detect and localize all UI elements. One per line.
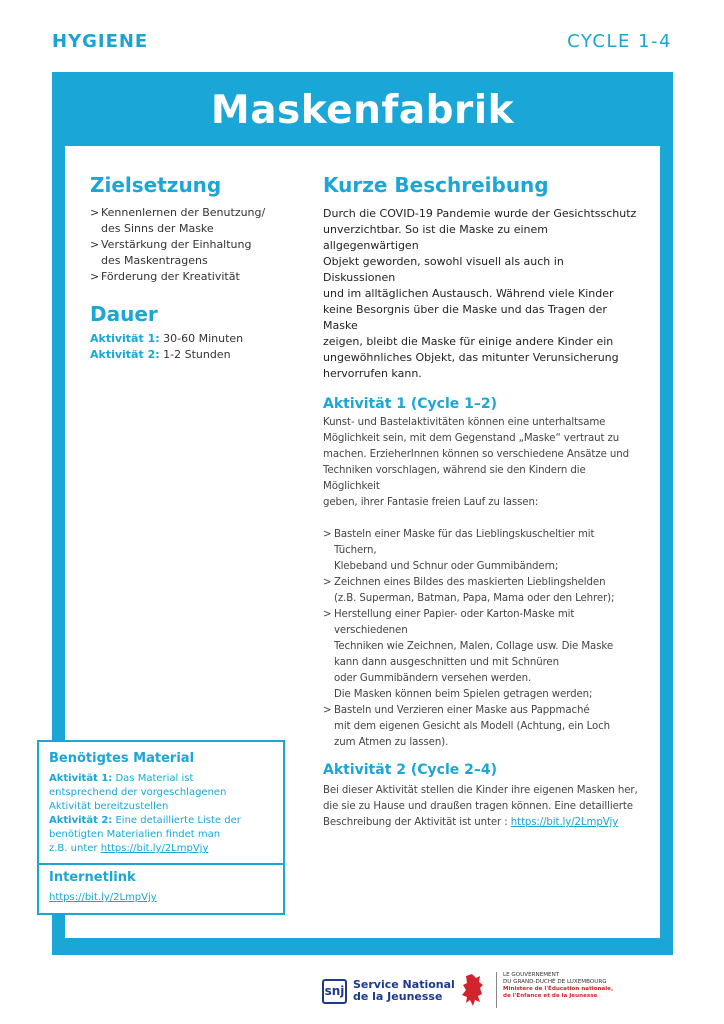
aktivitaet2-text: Bei dieser Aktivität stellen die Kinder ihre eigenen Masken her, die sie zu Hause und draußen tragen können. Eine detaillierte Beschreibung der Aktivität ist unter : https://bit.ly/2LmpVjy [323,785,638,828]
government-logo [458,972,613,1008]
zielsetzung-heading: Zielsetzung [90,173,222,197]
beschreibung-text: Durch die COVID-19 Pandemie wurde der Gesichtsschutz unverzichtbar. So ist die Maske zu einem allgegenwärtigen Objekt geworden, sowohl visuell als auch in Diskussionen und im alltäglichen Austausch. Während viele Kinder keine Besorgnis über die Maske und das Tragen der Maske zeigen, bleibt die Maske für einige andere Kinder ein ungewöhnliches Objekt, das mitunter Verunsicherung hervorrufen kann. [323,207,637,380]
snj-logo-icon: snj [322,979,347,1004]
material-heading: Benötigtes Material [49,751,195,766]
aktivitaet2-heading: Aktivität 2 (Cycle 2–4) [323,762,498,778]
material-text: Aktivität 1: Das Material ist entsprechend der vorgeschlagenen Aktivität bereitzustellen Aktivität 2: Eine detaillierte Liste der benötigten Materialien findet man z.B. unter https://bit.ly/2LmpVjy [49,773,241,854]
dauer-lines [90,331,290,363]
page-title: Maskenfabrik [210,88,515,133]
beschreibung-heading: Kurze Beschreibung [323,173,549,197]
list-item: > Basteln einer Maske für das Lieblingskuscheltier mit Tüchern, Klebeband und Schnur oder Gummibändern; [323,527,638,575]
material-box [37,740,285,915]
topic-label: HYGIENE [52,31,149,52]
dauer-heading: Dauer [90,302,158,326]
snj-logo-text: Service National de la Jeunesse [353,978,455,1003]
dauer-line: Aktivität 2: 1-2 Stunden [90,348,231,361]
internetlink-heading: Internetlink [49,870,136,885]
aktivitaet1-text: Kunst- und Bastelaktivitäten können eine unterhaltsame Möglichkeit sein, mit dem Gegenstand „Maske“ vertraut zu machen. ErzieherInnen können so verschiedene Ansätze und Techniken vorschlagen, während sie den Kindern die Möglichkeit geben, ihrer Fantasie freien Lauf zu lassen: [323,417,629,508]
divider [39,863,283,865]
dauer-line: Aktivität 1: 30-60 Minuten [90,332,244,345]
list-item: > Förderung der Kreativität [90,269,290,285]
material-link[interactable]: https://bit.ly/2LmpVjy [100,843,209,854]
aktivitaet1-list [323,527,638,751]
list-item: > Basteln und Verzieren einer Maske aus Pappmaché mit dem eigenen Gesicht als Modell (Achtung, ein Loch zum Atmen zu lassen). [323,703,638,751]
lion-icon [458,972,488,1008]
list-item: > Zeichnen eines Bildes des maskierten Lieblingshelden (z.B. Superman, Batman, Papa, Mama oder den Lehrer); [323,575,638,607]
list-item: > Herstellung einer Papier- oder Karton-Maske mit verschiedenen Techniken wie Zeichnen, Malen, Collage usw. Die Maske kann dann ausgeschnitten und mit Schnüren oder Gummibändern versehen werden. Die Masken können beim Spielen getragen werden; [323,607,638,703]
snj-logo [322,976,455,1006]
list-item: > Verstärkung der Einhaltung des Maskentragens [90,237,290,269]
government-logo-text: LE GOUVERNEMENT DU GRAND-DUCHÉ DE LUXEMBOURG Ministère de l'Éducation nationale, de l'Enfance et de la Jeunesse [496,972,613,1008]
aktivitaet2-link[interactable]: https://bit.ly/2LmpVjy [510,817,619,828]
cycle-label: CYCLE 1-4 [567,31,672,52]
zielsetzung-list [90,205,290,285]
internetlink-url[interactable]: https://bit.ly/2LmpVjy [49,892,157,903]
aktivitaet1-heading: Aktivität 1 (Cycle 1–2) [323,396,498,412]
list-item: > Kennenlernen der Benutzung/ des Sinns der Maske [90,205,290,237]
right-column [323,172,638,831]
left-column [90,172,290,363]
